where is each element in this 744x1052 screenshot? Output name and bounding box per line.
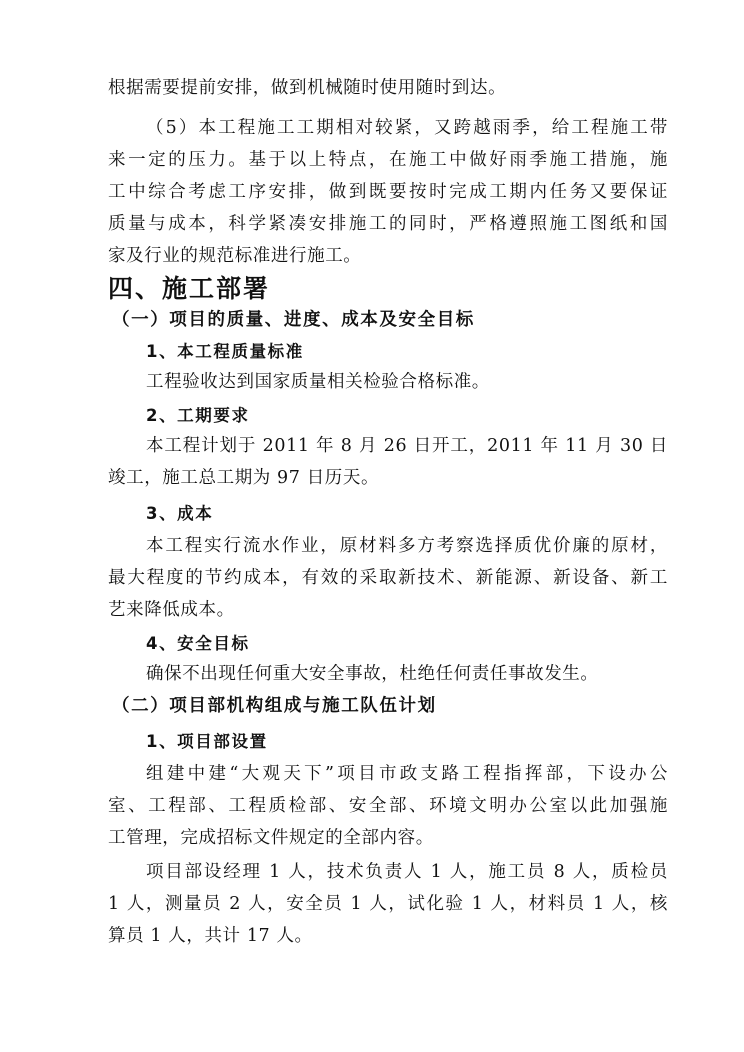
cost-heading: 3、成本 bbox=[146, 504, 214, 523]
staff-line-2: 1 人，测量员 2 人，安全员 1 人，试化验 1 人，材料员 1 人，核 bbox=[108, 894, 668, 914]
staff-line-1: 项目部设经理 1 人，技术负责人 1 人，施工员 8 人，质检员 bbox=[146, 862, 668, 882]
item5-line-2: 来一定的压力。基于以上特点，在施工中做好雨季施工措施，施 bbox=[108, 150, 668, 170]
setup-line-1: 组建中建“大观天下”项目市政支路工程指挥部，下设办公 bbox=[146, 764, 668, 784]
cost-line-1: 本工程实行流水作业，原材料多方考察选择质优价廉的原材， bbox=[146, 536, 668, 556]
setup-heading: 1、项目部设置 bbox=[146, 732, 268, 751]
setup-line-3: 工管理，完成招标文件规定的全部内容。 bbox=[108, 828, 434, 848]
safety-text: 确保不出现任何重大安全事故，杜绝任何责任事故发生。 bbox=[146, 664, 599, 684]
intro-line: 根据需要提前安排，做到机械随时使用随时到达。 bbox=[108, 78, 507, 98]
item5-line-5: 家及行业的规范标准进行施工。 bbox=[108, 246, 362, 266]
section-4-title: 四、施工部署 bbox=[108, 274, 271, 303]
schedule-line-2: 竣工，施工总工期为 97 日历天。 bbox=[108, 468, 380, 488]
part-2-title: （二）项目部机构组成与施工队伍计划 bbox=[112, 696, 437, 716]
cost-line-2: 最大程度的节约成本，有效的采取新技术、新能源、新设备、新工 bbox=[108, 568, 668, 588]
item5-line-3: 工中综合考虑工序安排，做到既要按时完成工期内任务又要保证 bbox=[108, 182, 668, 202]
part-1-title: （一）项目的质量、进度、成本及安全目标 bbox=[112, 310, 475, 330]
item5-line-1: （5）本工程施工工期相对较紧，又跨越雨季，给工程施工带 bbox=[146, 118, 668, 138]
schedule-heading: 2、工期要求 bbox=[146, 406, 250, 425]
setup-line-2: 室、工程部、工程质检部、安全部、环境文明办公室以此加强施 bbox=[108, 796, 668, 816]
staff-line-3: 算员 1 人，共计 17 人。 bbox=[108, 926, 313, 946]
cost-line-3: 艺来降低成本。 bbox=[108, 600, 235, 620]
quality-heading: 1、本工程质量标准 bbox=[146, 342, 304, 361]
schedule-line-1: 本工程计划于 2011 年 8 月 26 日开工，2011 年 11 月 30 日 bbox=[146, 436, 668, 456]
quality-text: 工程验收达到国家质量相关检验合格标准。 bbox=[146, 372, 490, 392]
safety-heading: 4、安全目标 bbox=[146, 634, 250, 653]
item5-line-4: 质量与成本，科学紧凑安排施工的同时，严格遵照施工图纸和国 bbox=[108, 214, 668, 234]
